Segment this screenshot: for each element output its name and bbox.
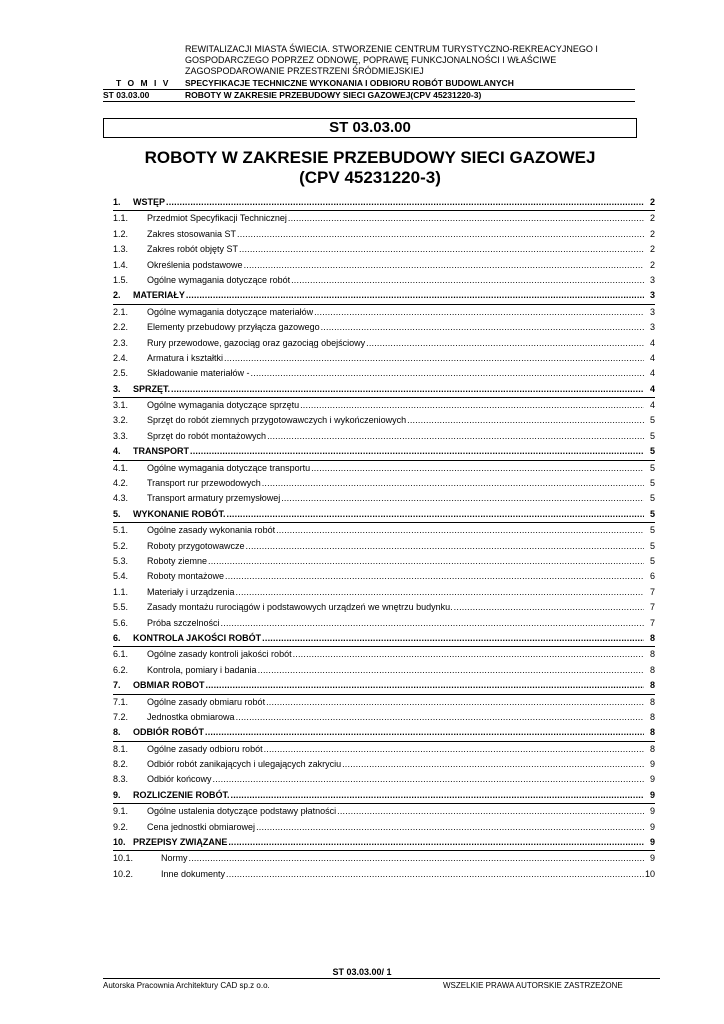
toc-leader-dots <box>239 242 644 256</box>
toc-page-number: 3 <box>649 306 655 317</box>
toc-entry[interactable] <box>113 867 655 882</box>
toc-leader-dots <box>231 788 645 802</box>
toc-entry[interactable] <box>113 242 655 257</box>
toc-leader-dots <box>276 523 644 537</box>
toc-leader-dots <box>267 429 644 443</box>
header-project-text <box>185 44 655 77</box>
toc-label: MATERIAŁY <box>133 290 185 301</box>
toc-number: 1.4. <box>113 259 129 270</box>
toc-page-number: 8 <box>649 632 655 643</box>
toc-number: 1.2. <box>113 228 129 239</box>
toc-number: 7. <box>113 680 121 691</box>
toc-page-number: 5 <box>649 555 655 566</box>
toc-number: 4.1. <box>113 462 129 473</box>
toc-leader-dots <box>314 305 644 319</box>
toc-leader-dots <box>224 351 644 365</box>
toc-entry[interactable] <box>113 695 655 710</box>
toc-label: Określenia podstawowe <box>147 259 243 270</box>
toc-page-number: 5 <box>649 415 655 426</box>
toc-entry[interactable] <box>113 523 655 538</box>
toc-page-number: 3 <box>649 290 655 301</box>
toc-label: TRANSPORT <box>133 446 189 457</box>
toc-entry[interactable] <box>113 491 655 506</box>
toc-leader-dots <box>454 600 644 614</box>
toc-page-number: 9 <box>649 774 655 785</box>
toc-leader-dots <box>366 336 644 350</box>
toc-page-number: 7 <box>649 586 655 597</box>
toc-label: KONTROLA JAKOŚCI ROBÓT <box>133 632 262 643</box>
toc-page-number: 5 <box>649 508 655 519</box>
toc-entry[interactable] <box>113 600 655 615</box>
toc-label: WSTĘP <box>133 197 166 207</box>
toc-number: 5.1. <box>113 525 129 536</box>
table-of-contents <box>113 195 655 882</box>
document-cpv: (CPV 45231220-3) <box>299 168 441 187</box>
toc-page-number: 9 <box>649 821 655 832</box>
toc-entry[interactable] <box>113 320 655 335</box>
toc-page-number: 8 <box>649 727 655 738</box>
toc-label: Zasady montażu rurociągów i podstawowych urządzeń we wnętrzu budynku. <box>147 602 453 613</box>
toc-page-number: 4 <box>649 400 655 411</box>
toc-section-entry[interactable] <box>113 382 655 398</box>
st-title: ROBOTY W ZAKRESIE PRZEBUDOWY SIECI GAZOWEJ(CPV 45231220-3) <box>185 90 482 100</box>
toc-page-number: 9 <box>649 759 655 770</box>
toc-page-number: 5 <box>649 493 655 504</box>
toc-number: 1.3. <box>113 244 129 255</box>
toc-number: 1. <box>113 197 121 207</box>
toc-number: 2.2. <box>113 322 129 333</box>
toc-label: WYKONANIE ROBÓT. <box>133 508 226 519</box>
toc-entry[interactable] <box>113 429 655 444</box>
toc-number: 2. <box>113 290 121 301</box>
toc-number: 6.1. <box>113 649 129 660</box>
toc-number: 2.1. <box>113 306 129 317</box>
toc-entry[interactable] <box>113 336 655 351</box>
header-line: GOSPODARCZEGO POPRZEZ ODNOWĘ, POPRAWĘ FUNKCJONALNOŚCI I WŁAŚCIWE <box>185 55 557 65</box>
toc-section-entry[interactable] <box>113 195 655 211</box>
toc-section-entry[interactable] <box>113 788 655 804</box>
toc-section-entry[interactable] <box>113 725 655 741</box>
toc-label: ODBIÓR ROBÓT <box>133 727 204 738</box>
toc-number: 10.2. <box>113 868 134 879</box>
toc-entry[interactable] <box>113 554 655 569</box>
toc-leader-dots <box>236 585 644 599</box>
toc-page-number: 9 <box>649 789 655 800</box>
toc-label: Elementy przebudowy przyłącza gazowego <box>147 322 320 333</box>
toc-entry[interactable] <box>113 413 655 428</box>
st-code: ST 03.03.00 <box>103 90 150 100</box>
toc-page-number: 3 <box>649 274 655 285</box>
document-title: ROBOTY W ZAKRESIE PRZEBUDOWY SIECI GAZOWEJ <box>144 148 596 167</box>
toc-number: 1.5. <box>113 274 129 285</box>
toc-entry[interactable] <box>113 227 655 242</box>
toc-number: 6.2. <box>113 664 129 675</box>
toc-entry[interactable] <box>113 273 655 288</box>
toc-page-number: 8 <box>649 649 655 660</box>
toc-label: OBMIAR ROBOT <box>133 680 205 691</box>
toc-leader-dots <box>262 476 644 490</box>
toc-entry[interactable] <box>113 647 655 662</box>
toc-page-number: 4 <box>649 337 655 348</box>
toc-entry[interactable] <box>113 258 655 273</box>
toc-page-number: 4 <box>649 352 655 363</box>
toc-section-entry[interactable] <box>113 678 655 694</box>
toc-page-number: 2 <box>649 244 655 255</box>
toc-number: 8.1. <box>113 743 129 754</box>
toc-page-number: 7 <box>649 617 655 628</box>
toc-leader-dots <box>300 398 644 412</box>
header-line: REWITALIZACJI MIASTA ŚWIECIA. STWORZENIE CENTRUM TURYSTYCZNO-REKREACYJNEGO I <box>185 44 598 54</box>
toc-leader-dots <box>244 258 644 272</box>
toc-label: Ogólne ustalenia dotyczące podstawy płatności <box>147 806 337 817</box>
toc-number: 5.3. <box>113 555 129 566</box>
toc-page-number: 4 <box>649 383 655 394</box>
toc-leader-dots <box>205 725 644 739</box>
toc-page-number: 8 <box>649 696 655 707</box>
toc-number: 7.2. <box>113 711 129 722</box>
toc-leader-dots <box>206 678 645 692</box>
toc-leader-dots <box>171 382 644 396</box>
toc-entry[interactable] <box>113 742 655 757</box>
toc-label: Armatura i kształtki <box>147 352 224 363</box>
toc-page-number: 5 <box>649 478 655 489</box>
toc-number: 9.1. <box>113 806 129 817</box>
toc-leader-dots <box>246 539 644 553</box>
toc-number: 3.2. <box>113 415 129 426</box>
toc-entry[interactable] <box>113 461 655 476</box>
toc-section-entry[interactable] <box>113 444 655 460</box>
toc-leader-dots <box>337 804 644 818</box>
toc-label: Roboty przygotowawcze <box>147 540 245 551</box>
toc-label: Odbiór końcowy <box>147 774 212 785</box>
toc-leader-dots <box>227 507 644 521</box>
toc-entry[interactable] <box>113 539 655 554</box>
toc-label: Materiały i urządzenia <box>147 586 235 597</box>
toc-entry[interactable] <box>113 569 655 584</box>
toc-leader-dots <box>189 851 645 865</box>
toc-number: 1.1. <box>113 213 129 224</box>
toc-number: 1.1. <box>113 586 129 597</box>
toc-number: 5. <box>113 508 121 519</box>
toc-entry[interactable] <box>113 663 655 678</box>
toc-leader-dots <box>281 491 644 505</box>
toc-leader-dots <box>258 663 644 677</box>
toc-leader-dots <box>266 695 644 709</box>
toc-page-number: 6 <box>649 571 655 582</box>
toc-number: 3.3. <box>113 430 129 441</box>
toc-number: 10. <box>113 837 126 848</box>
toc-entry[interactable] <box>113 851 655 866</box>
toc-number: 3.1. <box>113 400 129 411</box>
toc-number: 4.2. <box>113 478 129 489</box>
toc-number: 9.2. <box>113 821 129 832</box>
toc-number: 10.1. <box>113 853 134 864</box>
toc-label: Rury przewodowe, gazociąg oraz gazociąg obejściowy <box>147 337 366 348</box>
toc-label: Próba szczelności <box>147 617 220 628</box>
toc-number: 2.4. <box>113 352 129 363</box>
toc-label: SPRZĘT. <box>133 383 171 394</box>
toc-leader-dots <box>262 631 644 645</box>
toc-leader-dots <box>311 461 644 475</box>
toc-label: Przedmiot Specyfikacji Technicznej <box>147 213 287 224</box>
toc-label: Składowanie materiałów - <box>147 368 250 379</box>
toc-number: 5.2. <box>113 540 129 551</box>
toc-entry[interactable] <box>113 710 655 725</box>
toc-number: 4.3. <box>113 493 129 504</box>
toc-section-entry[interactable] <box>113 507 655 523</box>
toc-label: Transport armatury przemysłowej <box>147 493 281 504</box>
toc-number: 6. <box>113 632 121 643</box>
toc-number: 5.5. <box>113 602 129 613</box>
toc-leader-dots <box>166 195 644 209</box>
toc-label: Roboty ziemne <box>147 555 208 566</box>
toc-number: 9. <box>113 789 121 800</box>
toc-label: Zakres robót objęty ST <box>147 244 239 255</box>
toc-entry[interactable] <box>113 366 655 381</box>
toc-label: Transport rur przewodowych <box>147 478 261 489</box>
header-line: ZAGOSPODAROWANIE PRZESTRZENI ŚRÓDMIEJSKIEJ <box>185 66 424 76</box>
toc-page-number: 5 <box>649 462 655 473</box>
toc-leader-dots <box>213 772 644 786</box>
toc-leader-dots <box>186 288 644 302</box>
toc-label: Roboty montażowe <box>147 571 225 582</box>
toc-label: Normy <box>161 853 188 864</box>
toc-section-entry[interactable] <box>113 288 655 304</box>
toc-label: Ogólne wymagania dotyczące transportu <box>147 462 311 473</box>
toc-leader-dots <box>293 647 644 661</box>
toc-leader-dots <box>190 444 644 458</box>
toc-entry[interactable] <box>113 351 655 366</box>
footer-company: Autorska Pracownia Architektury CAD sp.z o.o. <box>103 981 270 990</box>
toc-label: Sprzęt do robót montażowych <box>147 430 267 441</box>
toc-label: Ogólne zasady wykonania robót <box>147 525 276 536</box>
toc-leader-dots <box>251 366 644 380</box>
toc-page-number: 8 <box>649 664 655 675</box>
toc-leader-dots <box>208 554 644 568</box>
toc-label: Sprzęt do robót ziemnych przygotowawczych i wykończeniowych <box>147 415 407 426</box>
toc-page-number: 5 <box>649 540 655 551</box>
toc-number: 7.1. <box>113 696 129 707</box>
toc-label: Ogólne zasady odbioru robót <box>147 743 263 754</box>
toc-leader-dots <box>288 211 644 225</box>
tom-title: SPECYFIKACJE TECHNICZNE WYKONANIA I ODBIORU ROBÓT BUDOWLANYCH <box>185 78 514 88</box>
toc-number: 5.4. <box>113 571 129 582</box>
toc-leader-dots <box>291 273 644 287</box>
toc-leader-dots <box>321 320 644 334</box>
toc-entry[interactable] <box>113 211 655 226</box>
toc-section-entry[interactable] <box>113 835 655 851</box>
toc-label: PRZEPISY ZWIĄZANE <box>133 837 228 848</box>
footer-divider <box>103 978 660 979</box>
toc-page-number: 8 <box>649 711 655 722</box>
toc-page-number: 10 <box>645 868 656 879</box>
toc-number: 4. <box>113 446 121 457</box>
toc-page-number: 5 <box>649 446 655 457</box>
toc-label: Zakres stosowania ST <box>147 228 237 239</box>
toc-number: 8. <box>113 727 121 738</box>
toc-number: 5.6. <box>113 617 129 628</box>
toc-entry[interactable] <box>113 616 655 631</box>
toc-entry[interactable] <box>113 305 655 320</box>
toc-leader-dots <box>264 742 644 756</box>
toc-page-number: 9 <box>649 806 655 817</box>
toc-entry[interactable] <box>113 804 655 819</box>
toc-leader-dots <box>256 820 644 834</box>
toc-leader-dots <box>342 757 644 771</box>
toc-leader-dots <box>237 227 644 241</box>
toc-entry[interactable] <box>113 476 655 491</box>
toc-page-number: 8 <box>649 680 655 691</box>
toc-number: 2.5. <box>113 368 129 379</box>
toc-page-number: 3 <box>649 322 655 333</box>
toc-page-number: 8 <box>649 743 655 754</box>
toc-page-number: 5 <box>649 525 655 536</box>
toc-leader-dots <box>225 569 644 583</box>
header-divider-bottom <box>103 101 635 102</box>
toc-entry[interactable] <box>113 757 655 772</box>
toc-number: 8.2. <box>113 759 129 770</box>
toc-leader-dots <box>226 867 644 881</box>
toc-leader-dots <box>228 835 644 849</box>
toc-entry[interactable] <box>113 820 655 835</box>
toc-page-number: 9 <box>649 853 655 864</box>
toc-entry[interactable] <box>113 772 655 787</box>
toc-label: Ogólne wymagania dotyczące sprzętu <box>147 400 300 411</box>
toc-section-entry[interactable] <box>113 631 655 647</box>
toc-entry[interactable] <box>113 398 655 413</box>
toc-page-number: 2 <box>649 213 655 224</box>
toc-label: Kontrola, pomiary i badania <box>147 664 257 675</box>
toc-label: Ogólne wymagania dotyczące materiałów <box>147 306 314 317</box>
tom-label: T O M I V <box>116 78 171 88</box>
toc-page-number: 4 <box>649 368 655 379</box>
toc-leader-dots <box>221 616 644 630</box>
toc-page-number: 9 <box>649 837 655 848</box>
toc-page-number: 2 <box>649 228 655 239</box>
toc-label: Jednostka obmiarowa <box>147 711 235 722</box>
toc-label: Ogólne zasady kontroli jakości robót <box>147 649 292 660</box>
toc-leader-dots <box>236 710 644 724</box>
toc-page-number: 2 <box>649 259 655 270</box>
footer-copyright: WSZELKIE PRAWA AUTORSKIE ZASTRZEŻONE <box>443 981 623 990</box>
toc-page-number: 2 <box>649 197 655 207</box>
toc-label: ROZLICZENIE ROBÓT. <box>133 789 230 800</box>
toc-leader-dots <box>407 413 644 427</box>
toc-number: 8.3. <box>113 774 129 785</box>
spec-code-box: ST 03.03.00 <box>103 118 637 138</box>
toc-label: Ogólne wymagania dotyczące robót <box>147 274 291 285</box>
toc-number: 3. <box>113 383 121 394</box>
toc-page-number: 5 <box>649 430 655 441</box>
toc-number: 2.3. <box>113 337 129 348</box>
toc-label: Inne dokumenty <box>161 868 226 879</box>
toc-label: Cena jednostki obmiarowej <box>147 821 256 832</box>
toc-label: Odbiór robót zanikających i ulegających zakryciu <box>147 759 342 770</box>
footer-page-ref: ST 03.03.00/ 1 <box>332 967 392 977</box>
toc-entry[interactable] <box>113 585 655 600</box>
toc-label: Ogólne zasady obmiaru robót <box>147 696 266 707</box>
toc-page-number: 7 <box>649 602 655 613</box>
